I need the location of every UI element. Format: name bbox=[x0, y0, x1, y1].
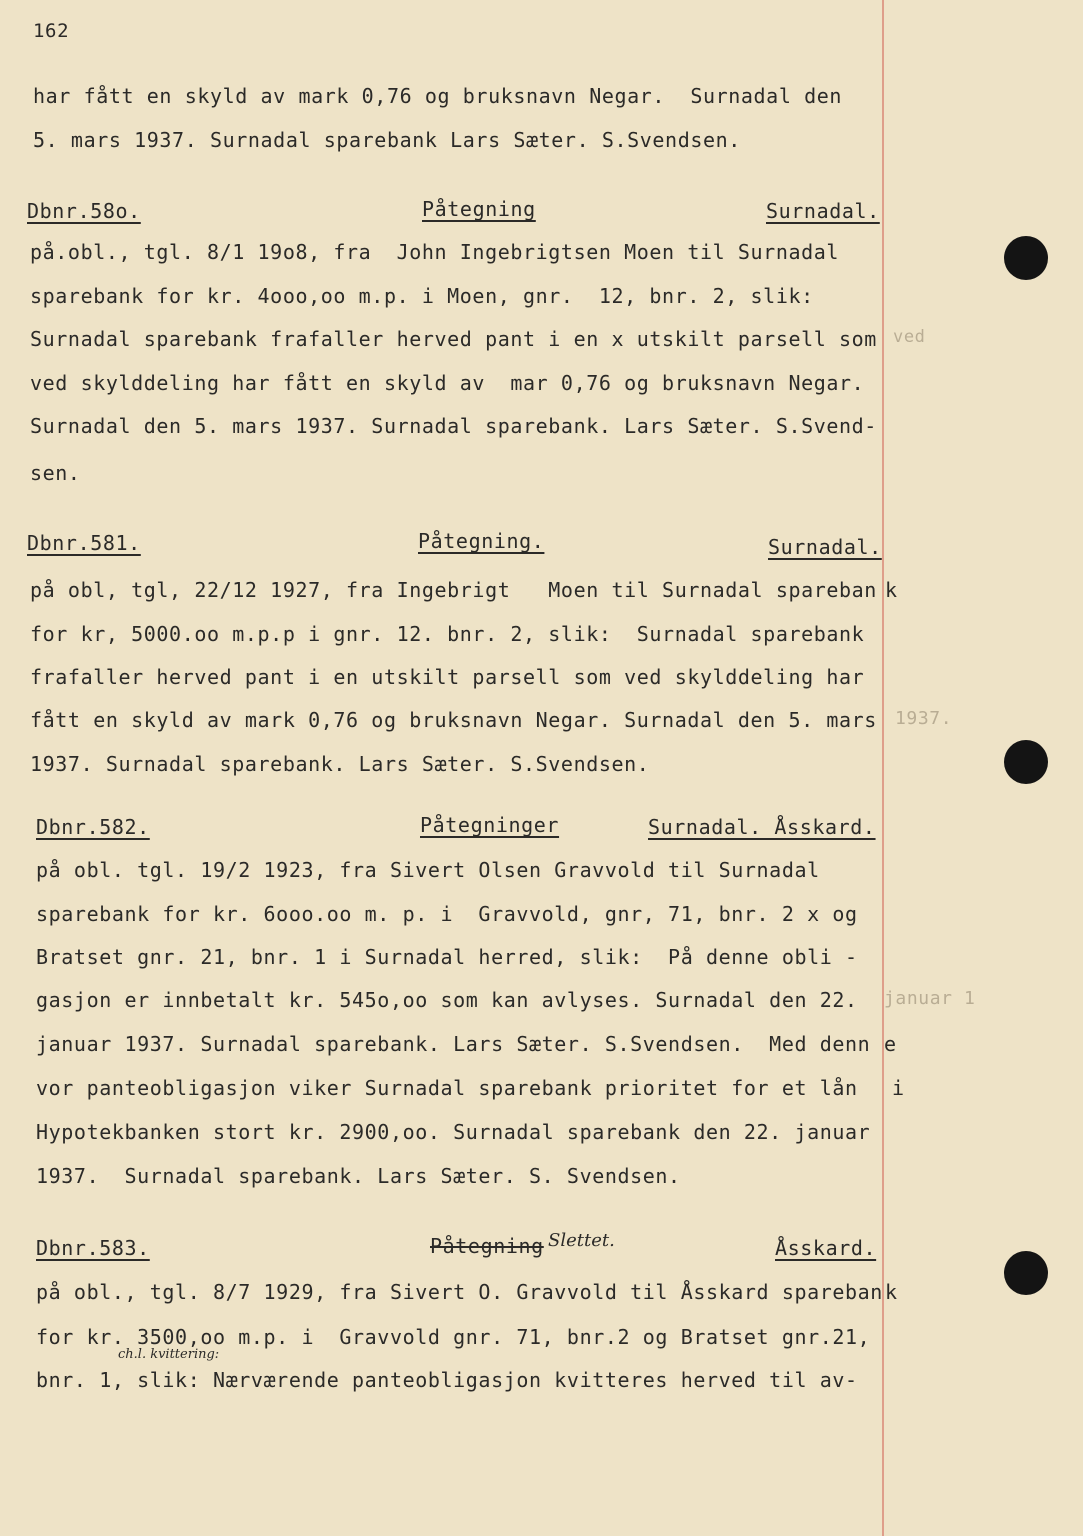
entry-type: Påtegning bbox=[422, 197, 536, 221]
entry-line: Surnadal sparebank frafaller herved pant i en x utskilt parsell som bbox=[30, 327, 877, 351]
entry-dbnr: Dbnr.583. bbox=[36, 1236, 150, 1260]
page-number: 162 bbox=[33, 20, 70, 42]
entry-line: Hypotekbanken stort kr. 2900,oo. Surnadal sparebank den 22. januar bbox=[36, 1120, 871, 1144]
margin-rule bbox=[882, 0, 884, 1536]
entry-line: på.obl., tgl. 8/1 19o8, fra John Ingebrigtsen Moen til Surnadal bbox=[30, 240, 840, 264]
margin-text: ved bbox=[893, 327, 926, 347]
entry-line: frafaller herved pant i en utskilt parsell som ved skylddeling har bbox=[30, 665, 865, 689]
margin-text: k bbox=[885, 1280, 898, 1304]
margin-text: januar 1 bbox=[884, 988, 976, 1009]
entry-line: sparebank for kr. 6ooo.oo m. p. i Gravvold, gnr, 71, bnr. 2 x og bbox=[36, 902, 858, 926]
entry-line: for kr, 5000.oo m.p.p i gnr. 12. bnr. 2, slik: Surnadal sparebank bbox=[30, 622, 865, 646]
margin-text: i bbox=[892, 1076, 905, 1100]
handwritten-type: Slettet. bbox=[548, 1230, 615, 1251]
entry-line: Surnadal den 5. mars 1937. Surnadal sparebank. Lars Sæter. S.Svend- bbox=[30, 414, 877, 438]
entry-line: vor panteobligasjon viker Surnadal sparebank prioritet for et lån bbox=[36, 1076, 858, 1100]
margin-text: k bbox=[885, 578, 898, 602]
entry-line: sparebank for kr. 4ooo,oo m.p. i Moen, gnr. 12, bnr. 2, slik: bbox=[30, 284, 814, 308]
entry-type: Påtegning. bbox=[418, 529, 545, 553]
entry-line: for kr. 3500,oo m.p. i Gravvold gnr. 71, bnr.2 og Bratset gnr.21, bbox=[36, 1325, 871, 1349]
margin-text: 1937. bbox=[895, 708, 953, 729]
intro-line: 5. mars 1937. Surnadal sparebank Lars Sæter. S.Svendsen. bbox=[33, 128, 741, 152]
entry-line: januar 1937. Surnadal sparebank. Lars Sæter. S.Svendsen. Med denn bbox=[36, 1032, 871, 1056]
entry-place: Åsskard. bbox=[775, 1236, 877, 1260]
entry-line: gasjon er innbetalt kr. 545o,oo som kan avlyses. Surnadal den 22. bbox=[36, 988, 858, 1012]
entry-dbnr: Dbnr.582. bbox=[36, 815, 150, 839]
punch-hole bbox=[1004, 236, 1048, 280]
entry-line: Bratset gnr. 21, bnr. 1 i Surnadal herred, slik: På denne obli - bbox=[36, 945, 858, 969]
intro-line: har fått en skyld av mark 0,76 og bruksnavn Negar. Surnadal den bbox=[33, 84, 843, 108]
entry-place: Surnadal. bbox=[768, 535, 882, 559]
entry-dbnr: Dbnr.581. bbox=[27, 531, 141, 555]
margin-text: e bbox=[884, 1032, 897, 1056]
entry-line: 1937. Surnadal sparebank. Lars Sæter. S. Svendsen. bbox=[36, 1164, 681, 1188]
entry-line: på obl, tgl, 22/12 1927, fra Ingebrigt Moen til Surnadal spareban bbox=[30, 578, 877, 602]
handwritten-note: ch.l. kvittering: bbox=[118, 1347, 220, 1362]
entry-place: Surnadal. Åsskard. bbox=[648, 815, 876, 839]
entry-line: på obl., tgl. 8/7 1929, fra Sivert O. Gravvold til Åsskard spareban bbox=[36, 1280, 883, 1304]
entry-line: på obl. tgl. 19/2 1923, fra Sivert Olsen Gravvold til Surnadal bbox=[36, 858, 820, 882]
punch-hole bbox=[1004, 1251, 1048, 1295]
entry-place: Surnadal. bbox=[766, 199, 880, 223]
entry-line: fått en skyld av mark 0,76 og bruksnavn Negar. Surnadal den 5. mars bbox=[30, 708, 877, 732]
entry-line: sen. bbox=[30, 461, 81, 485]
entry-dbnr: Dbnr.58o. bbox=[27, 199, 141, 223]
entry-line: ved skylddeling har fått en skyld av mar 0,76 og bruksnavn Negar. bbox=[30, 371, 865, 395]
entry-type: Påtegning bbox=[430, 1234, 544, 1258]
entry-line: 1937. Surnadal sparebank. Lars Sæter. S.Svendsen. bbox=[30, 752, 650, 776]
entry-type: Påtegninger bbox=[420, 813, 560, 837]
punch-hole bbox=[1004, 740, 1048, 784]
entry-line: bnr. 1, slik: Nærværende panteobligasjon kvitteres herved til av- bbox=[36, 1368, 858, 1392]
